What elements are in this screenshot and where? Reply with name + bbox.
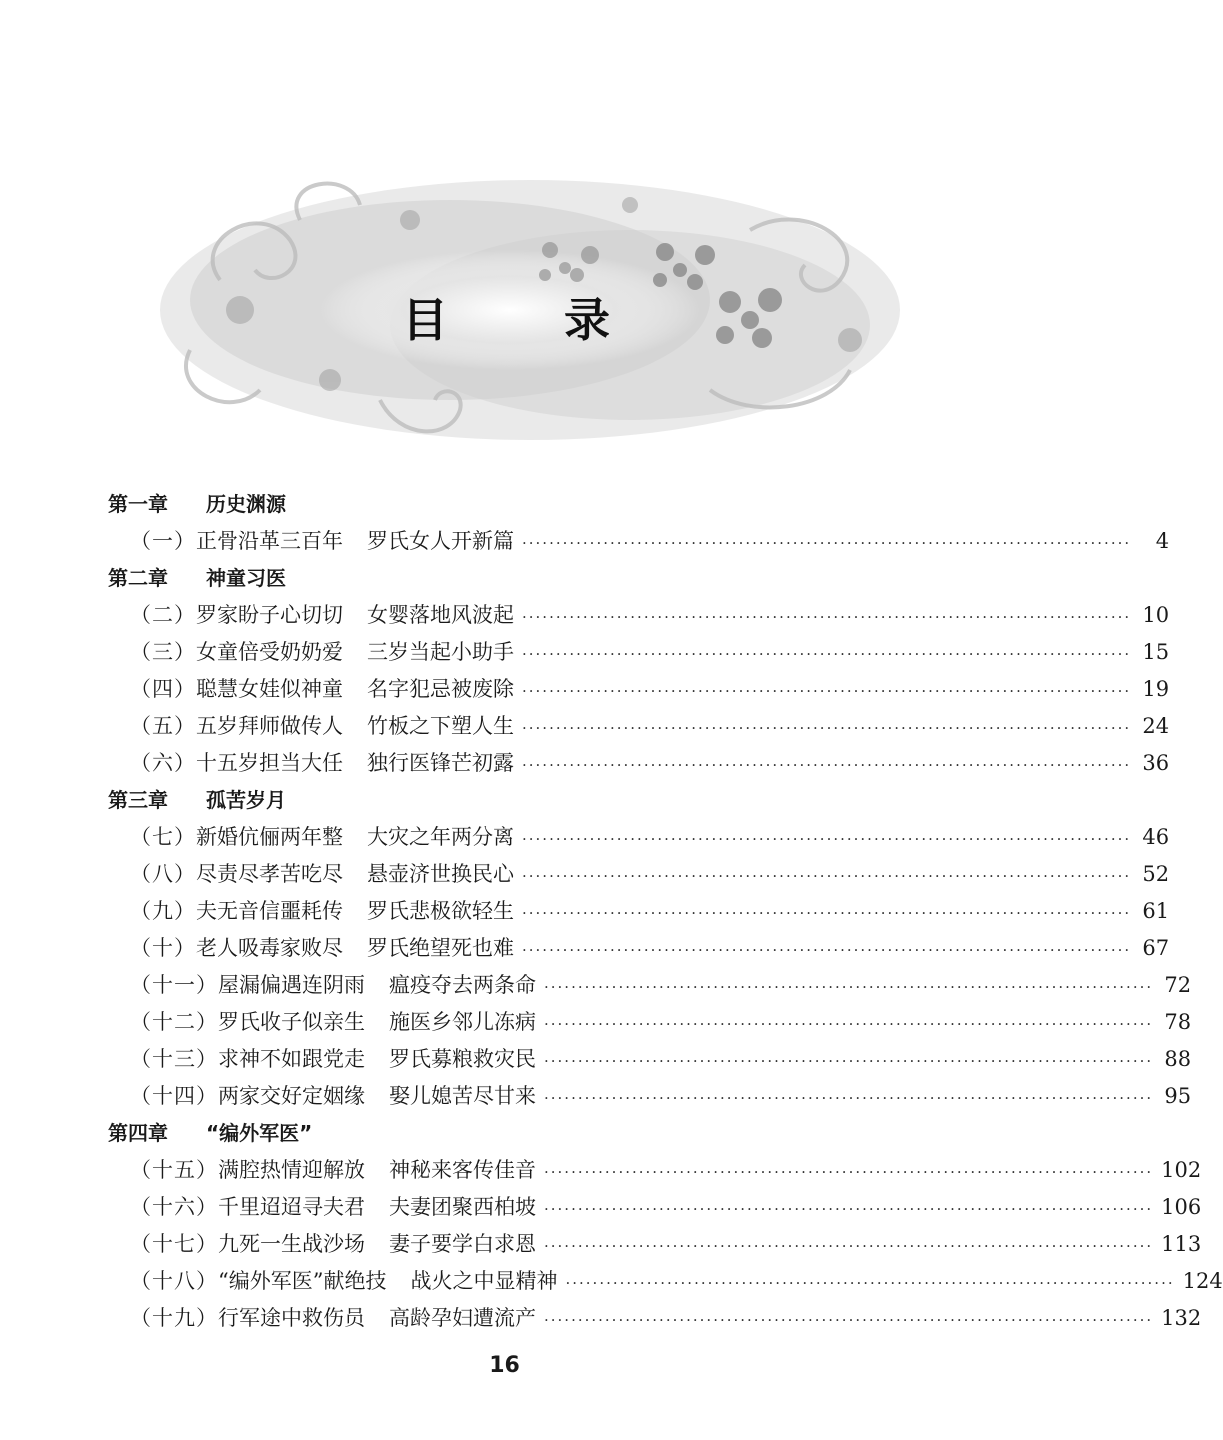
entry-page: 132: [1161, 1306, 1202, 1330]
toc-entry[interactable]: [108, 523, 1170, 560]
table-of-contents: [108, 486, 1223, 1337]
leader-dots: ··························································································: [544, 1237, 1154, 1255]
entry-title-1: “编外军医”献绝技: [218, 1269, 387, 1293]
entry-title-2: 妻子要学白求恩: [389, 1232, 536, 1256]
toc-entry[interactable]: [108, 930, 1170, 967]
entry-index: （九）: [130, 899, 196, 923]
toc-entry[interactable]: [108, 671, 1170, 708]
chapter-title: 孤苦岁月: [206, 788, 286, 812]
toc-entry[interactable]: [108, 967, 1192, 1004]
chapter-number: 第一章: [108, 492, 168, 516]
leader-dots: ··························································································: [544, 978, 1154, 996]
entry-index: （十四）: [130, 1084, 218, 1108]
entry-page: 36: [1142, 751, 1170, 775]
entry-index: （十八）: [130, 1269, 218, 1293]
entry-title-1: 老人吸毒家败尽: [196, 936, 343, 960]
entry-index: （十六）: [130, 1195, 218, 1219]
leader-dots: ··························································································: [522, 534, 1132, 552]
leader-dots: ··························································································: [522, 867, 1132, 885]
entry-index: （三）: [130, 640, 196, 664]
chapter-title: “编外军医”: [206, 1121, 313, 1145]
entry-title-1: 求神不如跟党走: [218, 1047, 365, 1071]
toc-entry[interactable]: [108, 708, 1170, 745]
entry-title-1: 九死一生战沙场: [218, 1232, 365, 1256]
entry-title-1: 千里迢迢寻夫君: [218, 1195, 365, 1219]
entry-index: （七）: [130, 825, 196, 849]
entry-page: 46: [1142, 825, 1170, 849]
entry-index: （十九）: [130, 1306, 218, 1330]
entry-title-1: 屋漏偏遇连阴雨: [218, 973, 365, 997]
entry-page: 106: [1161, 1195, 1202, 1219]
entry-title-2: 战火之中显精神: [410, 1269, 558, 1293]
toc-entry[interactable]: [108, 1226, 1202, 1263]
entry-page: 15: [1142, 640, 1170, 664]
entry-page: 24: [1142, 714, 1170, 738]
toc-entry[interactable]: [108, 1263, 1223, 1300]
entry-title-2: 罗氏募粮救灾民: [389, 1047, 536, 1071]
entry-page: 10: [1142, 603, 1170, 627]
leader-dots: ··························································································: [544, 1015, 1154, 1033]
leader-dots: ··························································································: [522, 719, 1132, 737]
chapter-number: 第三章: [108, 788, 168, 812]
chapter-title: 神童习医: [206, 566, 286, 590]
leader-dots: ··························································································: [522, 682, 1132, 700]
leader-dots: ··························································································: [522, 941, 1132, 959]
entry-page: 4: [1155, 529, 1170, 553]
entry-title-2: 罗氏女人开新篇: [367, 529, 514, 553]
entry-index: （四）: [130, 677, 196, 701]
toc-entry[interactable]: [108, 1189, 1202, 1226]
entry-title-1: 女童倍受奶奶爱: [196, 640, 343, 664]
entry-title-1: 夫无音信噩耗传: [196, 899, 343, 923]
toc-entry[interactable]: [108, 819, 1170, 856]
entry-index: （八）: [130, 862, 196, 886]
entry-page: 88: [1164, 1047, 1192, 1071]
title-char-lu: 录: [564, 293, 610, 347]
entry-title-1: 尽责尽孝苦吃尽: [196, 862, 343, 886]
toc-entry[interactable]: [108, 1152, 1202, 1189]
entry-title-2: 竹板之下塑人生: [367, 714, 514, 738]
header-ornament: [150, 160, 910, 460]
leader-dots: ··························································································: [544, 1200, 1154, 1218]
entry-page: 67: [1142, 936, 1170, 960]
toc-entry[interactable]: [108, 1300, 1202, 1337]
leader-dots: ··························································································: [565, 1274, 1175, 1292]
entry-index: （十五）: [130, 1158, 218, 1182]
page-number: 16: [489, 1353, 520, 1378]
entry-title-2: 罗氏悲极欲轻生: [367, 899, 514, 923]
entry-title-2: 罗氏绝望死也难: [367, 936, 514, 960]
entry-index: （十七）: [130, 1232, 218, 1256]
entry-title-2: 神秘来客传佳音: [389, 1158, 536, 1182]
toc-entry[interactable]: [108, 634, 1170, 671]
entry-page: 95: [1164, 1084, 1192, 1108]
entry-page: 124: [1182, 1269, 1223, 1293]
entry-title-2: 娶儿媳苦尽甘来: [389, 1084, 536, 1108]
entry-title-2: 女婴落地风波起: [367, 603, 514, 627]
entry-title-1: 两家交好定姻缘: [218, 1084, 365, 1108]
entry-index: （二）: [130, 603, 196, 627]
entry-title-1: 五岁拜师做传人: [196, 714, 343, 738]
entry-index: （六）: [130, 751, 196, 775]
title-char-mu: 目: [402, 293, 448, 347]
entry-page: 72: [1164, 973, 1192, 997]
chapter-title: 历史渊源: [206, 492, 286, 516]
leader-dots: ··························································································: [544, 1052, 1154, 1070]
entry-title-1: 行军途中救伤员: [218, 1306, 365, 1330]
chapter-number: 第二章: [108, 566, 168, 590]
entry-index: （十）: [130, 936, 196, 960]
toc-entry[interactable]: [108, 1004, 1192, 1041]
entry-title-1: 罗氏收子似亲生: [218, 1010, 365, 1034]
entry-page: 102: [1161, 1158, 1202, 1182]
leader-dots: ··························································································: [522, 904, 1132, 922]
entry-index: （五）: [130, 714, 196, 738]
entry-title-2: 三岁当起小助手: [367, 640, 514, 664]
entry-title-2: 独行医锋芒初露: [367, 751, 514, 775]
leader-dots: ··························································································: [522, 830, 1132, 848]
entry-page: 52: [1142, 862, 1170, 886]
entry-title-2: 大灾之年两分离: [367, 825, 514, 849]
leader-dots: ··························································································: [522, 645, 1132, 663]
entry-page: 19: [1142, 677, 1170, 701]
toc-entry[interactable]: [108, 597, 1170, 634]
entry-title-1: 罗家盼子心切切: [196, 603, 343, 627]
entry-page: 113: [1161, 1232, 1202, 1256]
entry-title-2: 名字犯忌被废除: [367, 677, 514, 701]
leader-dots: ··························································································: [544, 1163, 1154, 1181]
entry-title-2: 高龄孕妇遭流产: [389, 1306, 536, 1330]
toc-entry[interactable]: [108, 745, 1170, 782]
entry-title-1: 正骨沿革三百年: [196, 529, 343, 553]
chapter-number: 第四章: [108, 1121, 168, 1145]
chapter-heading: [108, 486, 920, 523]
leader-dots: ··························································································: [544, 1089, 1154, 1107]
leader-dots: ··························································································: [522, 608, 1132, 626]
entry-title-2: 夫妻团聚西柏坡: [389, 1195, 536, 1219]
chapter-heading: [108, 782, 920, 819]
entry-title-2: 施医乡邻儿冻病: [389, 1010, 536, 1034]
entry-index: （十二）: [130, 1010, 218, 1034]
leader-dots: ··························································································: [522, 756, 1132, 774]
entry-title-2: 瘟疫夺去两条命: [389, 973, 536, 997]
entry-title-1: 新婚伉俪两年整: [196, 825, 343, 849]
entry-title-1: 聪慧女娃似神童: [196, 677, 343, 701]
entry-title-1: 十五岁担当大任: [196, 751, 343, 775]
toc-entry[interactable]: [108, 1041, 1192, 1078]
entry-page: 61: [1142, 899, 1170, 923]
toc-entry[interactable]: [108, 1078, 1192, 1115]
leader-dots: ··························································································: [544, 1311, 1154, 1329]
entry-title-1: 满腔热情迎解放: [218, 1158, 365, 1182]
chapter-heading: [108, 560, 920, 597]
entry-title-2: 悬壶济世换民心: [367, 862, 514, 886]
entry-index: （十一）: [130, 973, 218, 997]
entry-index: （十三）: [130, 1047, 218, 1071]
entry-page: 78: [1164, 1010, 1192, 1034]
toc-entry[interactable]: [108, 856, 1170, 893]
entry-index: （一）: [130, 529, 196, 553]
toc-entry[interactable]: [108, 893, 1170, 930]
chapter-heading: [108, 1115, 920, 1152]
